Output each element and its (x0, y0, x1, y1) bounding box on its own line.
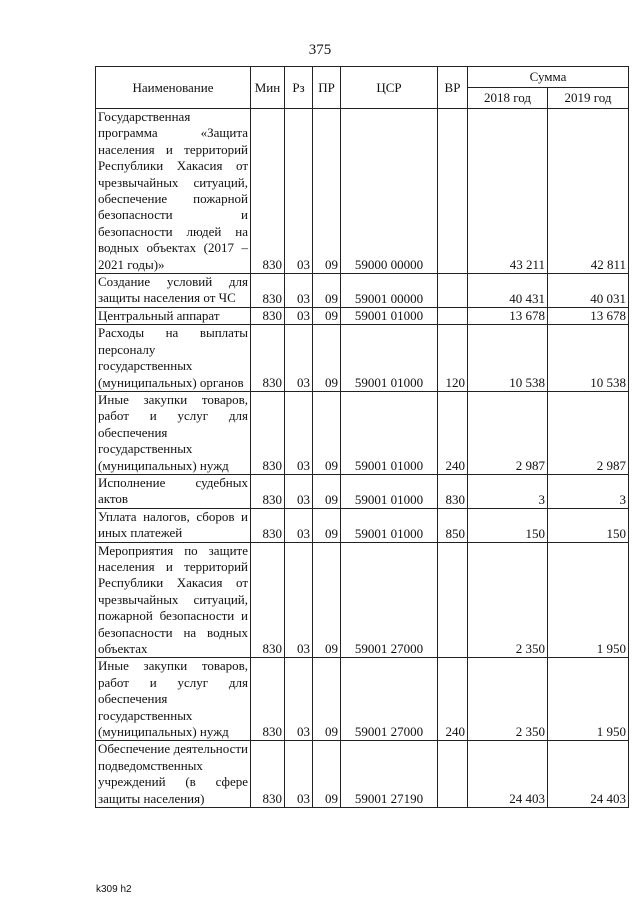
row-csr-cell: 59000 00000 (341, 109, 438, 274)
row-pr-cell: 09 (313, 474, 341, 508)
row-2018-cell: 150 (468, 508, 548, 542)
row-pr-cell: 09 (313, 307, 341, 324)
header-csr: ЦСР (341, 67, 438, 109)
page-number: 375 (308, 42, 332, 58)
row-name-cell: Иные закупки товаров, работ и услуг для обеспечения государственных (муниципальных) нужд (96, 658, 251, 741)
row-pr-cell: 09 (313, 274, 341, 308)
row-min-cell: 830 (251, 307, 285, 324)
row-rz-cell: 03 (285, 109, 313, 274)
row-rz-cell: 03 (285, 391, 313, 474)
row-pr-cell: 09 (313, 391, 341, 474)
row-2019-cell: 10 538 (548, 325, 629, 392)
row-2019-cell: 1 950 (548, 658, 629, 741)
table-row (96, 741, 629, 808)
row-rz-cell: 03 (285, 658, 313, 741)
row-min-cell: 830 (251, 542, 285, 658)
header-min: Мин (251, 67, 285, 109)
row-2018-cell: 2 350 (468, 658, 548, 741)
row-min-cell: 830 (251, 109, 285, 274)
row-vr-cell (438, 741, 468, 808)
row-min-cell: 830 (251, 391, 285, 474)
header-vr: ВР (438, 67, 468, 109)
budget-table (95, 66, 629, 808)
row-2018-cell: 3 (468, 474, 548, 508)
row-rz-cell: 03 (285, 325, 313, 392)
header-pr: ПР (313, 67, 341, 109)
row-pr-cell: 09 (313, 508, 341, 542)
row-vr-cell (438, 542, 468, 658)
row-2019-cell: 2 987 (548, 391, 629, 474)
row-2018-cell: 43 211 (468, 109, 548, 274)
row-name-cell: Государственная программа «Защита населения и территорий Республики Хакасия от чрезвычайных ситуаций, обеспечение пожарной безопасности и безопасности людей на водных объектах (2017 – 2021 годы)» (96, 109, 251, 274)
table-body (96, 109, 629, 808)
row-2019-cell: 13 678 (548, 307, 629, 324)
row-rz-cell: 03 (285, 741, 313, 808)
row-csr-cell: 59001 01000 (341, 307, 438, 324)
row-csr-cell: 59001 27190 (341, 741, 438, 808)
row-name-cell: Исполнение судебных актов (96, 474, 251, 508)
table-row (96, 658, 629, 741)
row-rz-cell: 03 (285, 307, 313, 324)
row-min-cell: 830 (251, 325, 285, 392)
row-rz-cell: 03 (285, 542, 313, 658)
table-row (96, 474, 629, 508)
row-vr-cell (438, 274, 468, 308)
table-row (96, 307, 629, 324)
row-pr-cell: 09 (313, 741, 341, 808)
row-2018-cell: 24 403 (468, 741, 548, 808)
row-2019-cell: 150 (548, 508, 629, 542)
row-name-cell: Центральный аппарат (96, 307, 251, 324)
row-min-cell: 830 (251, 658, 285, 741)
row-min-cell: 830 (251, 741, 285, 808)
row-2019-cell: 40 031 (548, 274, 629, 308)
row-2019-cell: 24 403 (548, 741, 629, 808)
row-2018-cell: 10 538 (468, 325, 548, 392)
header-2018: 2018 год (468, 88, 548, 109)
row-csr-cell: 59001 00000 (341, 274, 438, 308)
row-pr-cell: 09 (313, 325, 341, 392)
row-csr-cell: 59001 01000 (341, 391, 438, 474)
header-sum: Сумма (468, 67, 629, 88)
row-2018-cell: 2 350 (468, 542, 548, 658)
row-csr-cell: 59001 01000 (341, 508, 438, 542)
row-name-cell: Создание условий для защиты населения от ЧС (96, 274, 251, 308)
row-name-cell: Обеспечение деятельности подведомственных учреждений (в сфере защиты населения) (96, 741, 251, 808)
row-vr-cell: 240 (438, 658, 468, 741)
row-pr-cell: 09 (313, 109, 341, 274)
row-vr-cell: 120 (438, 325, 468, 392)
table-row (96, 109, 629, 274)
row-2019-cell: 42 811 (548, 109, 629, 274)
row-name-cell: Уплата налогов, сборов и иных платежей (96, 508, 251, 542)
row-min-cell: 830 (251, 474, 285, 508)
row-csr-cell: 59001 27000 (341, 658, 438, 741)
row-name-cell: Мероприятия по защите населения и территорий Республики Хакасия от чрезвычайных ситуаций, пожарной безопасности и безопасности на водных объектах (96, 542, 251, 658)
row-2018-cell: 13 678 (468, 307, 548, 324)
row-vr-cell: 850 (438, 508, 468, 542)
row-2019-cell: 1 950 (548, 542, 629, 658)
row-2018-cell: 40 431 (468, 274, 548, 308)
row-csr-cell: 59001 01000 (341, 474, 438, 508)
row-2019-cell: 3 (548, 474, 629, 508)
row-min-cell: 830 (251, 508, 285, 542)
row-name-cell: Иные закупки товаров, работ и услуг для обеспечения государственных (муниципальных) нужд (96, 391, 251, 474)
row-csr-cell: 59001 27000 (341, 542, 438, 658)
row-pr-cell: 09 (313, 542, 341, 658)
row-name-cell: Расходы на выплаты персоналу государственных (муниципальных) органов (96, 325, 251, 392)
row-vr-cell: 830 (438, 474, 468, 508)
table-row (96, 325, 629, 392)
header-2019: 2019 год (548, 88, 629, 109)
row-vr-cell (438, 109, 468, 274)
header-rz: Рз (285, 67, 313, 109)
row-min-cell: 830 (251, 274, 285, 308)
row-pr-cell: 09 (313, 658, 341, 741)
row-rz-cell: 03 (285, 508, 313, 542)
header-name: Наименование (96, 67, 251, 109)
row-rz-cell: 03 (285, 474, 313, 508)
row-vr-cell: 240 (438, 391, 468, 474)
row-rz-cell: 03 (285, 274, 313, 308)
table-row (96, 508, 629, 542)
row-csr-cell: 59001 01000 (341, 325, 438, 392)
row-vr-cell (438, 307, 468, 324)
table-row (96, 274, 629, 308)
table-row (96, 391, 629, 474)
table-header (96, 67, 629, 109)
row-2018-cell: 2 987 (468, 391, 548, 474)
footer-code: k309 h2 (96, 884, 132, 895)
table-row (96, 542, 629, 658)
